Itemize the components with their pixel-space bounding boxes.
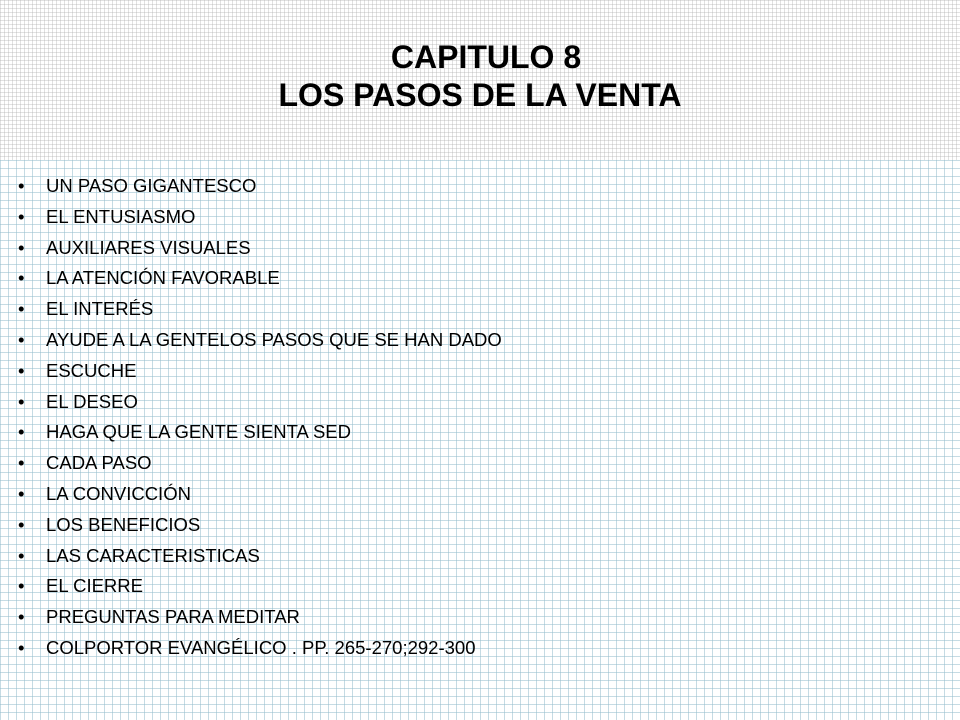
list-item bbox=[18, 480, 502, 511]
list-item bbox=[18, 172, 502, 203]
list-item bbox=[18, 234, 502, 265]
list-item-text: AUXILIARES VISUALES bbox=[46, 236, 251, 258]
bullet-icon: • bbox=[18, 390, 25, 412]
bullet-icon: • bbox=[18, 544, 25, 566]
bullet-icon: • bbox=[18, 452, 25, 474]
list-item-text: EL ENTUSIASMO bbox=[46, 205, 196, 227]
list-item-text: CADA PASO bbox=[46, 452, 152, 474]
list-item bbox=[18, 449, 502, 480]
list-item-text: LOS BENEFICIOS bbox=[46, 513, 201, 535]
list-item bbox=[18, 542, 502, 573]
title-line-1: CAPITULO 8 bbox=[390, 39, 582, 75]
list-item bbox=[18, 572, 502, 603]
list-item-text: HAGA QUE LA GENTE SIENTA SED bbox=[46, 421, 351, 443]
list-item-text: EL DESEO bbox=[46, 390, 138, 412]
bullet-icon: • bbox=[18, 328, 25, 350]
bullet-icon: • bbox=[18, 575, 25, 597]
list-item-text: UN PASO GIGANTESCO bbox=[46, 175, 257, 196]
list-item-text: AYUDE A LA GENTELOS PASOS QUE SE HAN DADO bbox=[46, 328, 502, 350]
list-item bbox=[18, 511, 502, 542]
bullet-icon: • bbox=[18, 205, 25, 227]
list-item-text: LAS CARACTERISTICAS bbox=[46, 544, 260, 566]
bullet-icon: • bbox=[18, 175, 25, 196]
list-item-text: LA ATENCIÓN FAVORABLE bbox=[46, 267, 280, 289]
list-item bbox=[18, 203, 502, 234]
bullet-icon: • bbox=[18, 267, 25, 289]
bullet-icon: • bbox=[18, 636, 25, 658]
list-item bbox=[18, 264, 502, 295]
bullet-icon: • bbox=[18, 421, 25, 443]
list-item bbox=[18, 634, 502, 665]
list-item-text: EL CIERRE bbox=[46, 575, 143, 597]
bullet-icon: • bbox=[18, 236, 25, 258]
list-item-text: COLPORTOR EVANGÉLICO . PP. 265-270;292-300 bbox=[46, 636, 476, 658]
list-item bbox=[18, 357, 502, 388]
list-item-text: PREGUNTAS PARA MEDITAR bbox=[46, 606, 300, 628]
list-item bbox=[18, 603, 502, 634]
bullet-icon: • bbox=[18, 359, 25, 381]
list-item-text: ESCUCHE bbox=[46, 359, 137, 381]
list-item bbox=[18, 295, 502, 326]
bullet-icon: • bbox=[18, 513, 25, 535]
list-item bbox=[18, 388, 502, 419]
list-item-text: EL INTERÉS bbox=[46, 298, 154, 320]
slide-title bbox=[0, 38, 960, 114]
list-item bbox=[18, 418, 502, 449]
bullet-icon: • bbox=[18, 298, 25, 320]
title-line-2: LOS PASOS DE LA VENTA bbox=[278, 77, 682, 113]
bullet-icon: • bbox=[18, 606, 25, 628]
list-item-text: LA CONVICCIÓN bbox=[46, 482, 191, 504]
bullet-list bbox=[18, 172, 502, 665]
bullet-icon: • bbox=[18, 482, 25, 504]
list-item bbox=[18, 326, 502, 357]
